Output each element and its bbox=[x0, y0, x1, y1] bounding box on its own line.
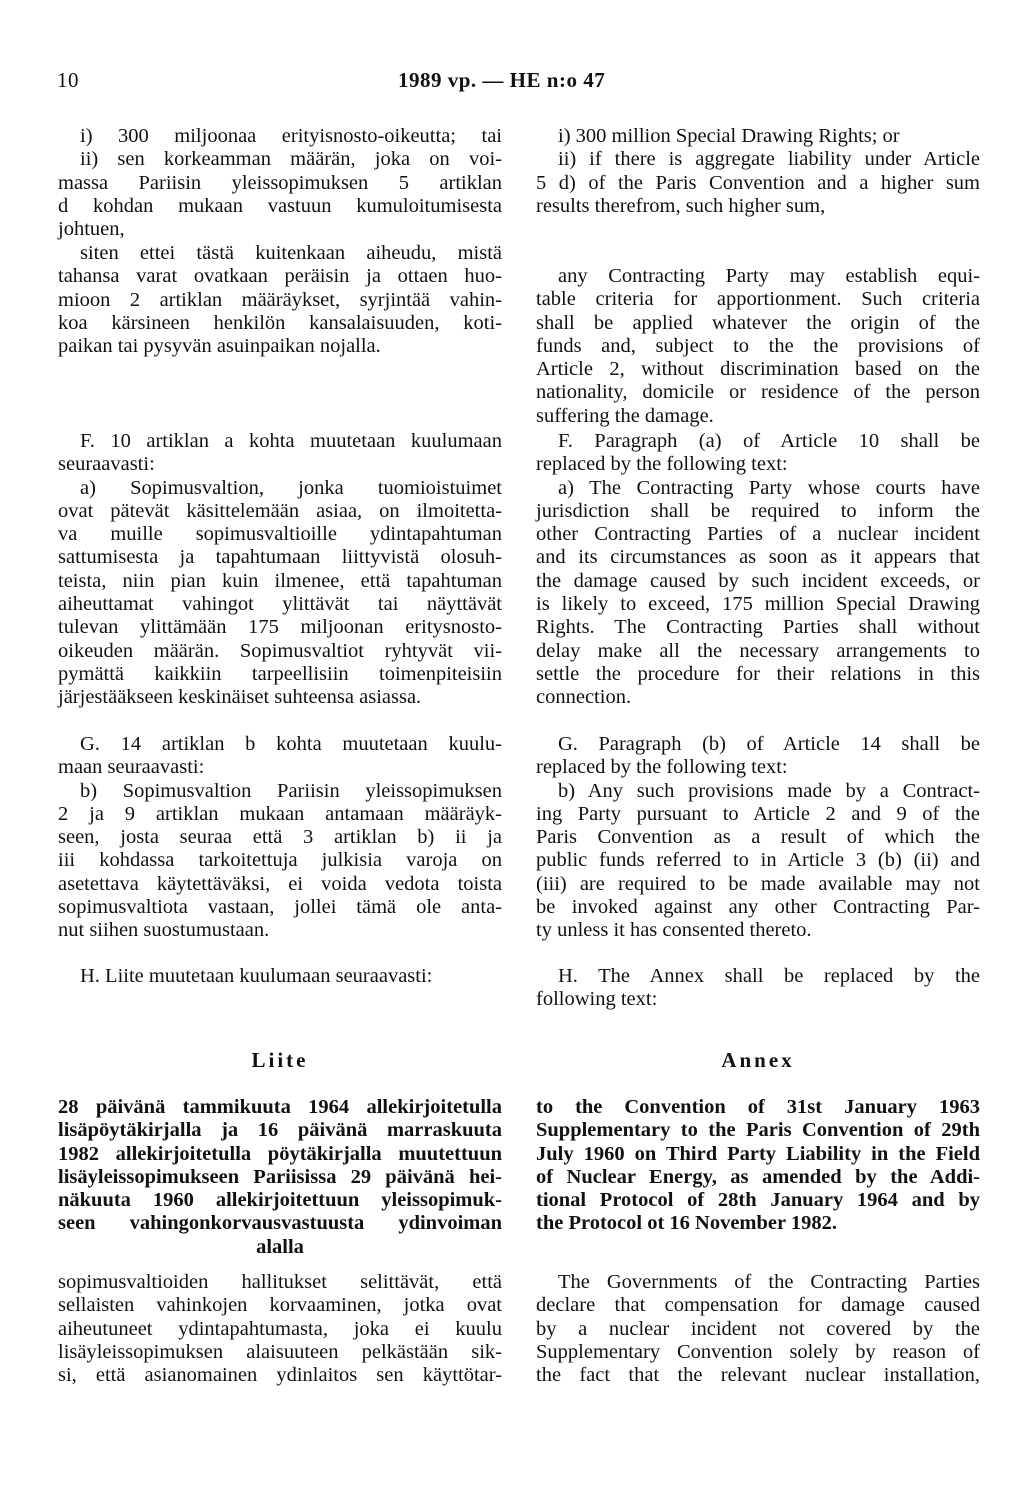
en-annex-line: by a nuclear incident not covered by the bbox=[536, 1317, 980, 1340]
fi-annex-heading-line: seen vahingonkorvausvastuusta ydinvoiman bbox=[58, 1212, 502, 1235]
en-f-line: a) The Contracting Party whose courts have bbox=[558, 476, 980, 499]
fi-annex-line: aiheutuneet ydintapahtumasta, joka ei kuulu bbox=[58, 1317, 502, 1340]
en-intro bbox=[536, 125, 980, 218]
en-g-line: public funds referred to in Article 3 (b) (ii) and bbox=[536, 849, 980, 872]
fi-annex-heading-line: lisäpöytäkirjalla ja 16 päivänä marraskuuta bbox=[58, 1119, 502, 1142]
en-f-lead-line: F. Paragraph (a) of Article 10 shall be bbox=[558, 430, 980, 452]
fi-p1-line: mioon 2 artiklan määräykset, syrjintää vahin- bbox=[58, 288, 502, 311]
en-g-line: b) Any such provisions made by a Contract- bbox=[558, 779, 980, 802]
en-p1-line: funds and, subject to the the provisions of bbox=[536, 334, 980, 357]
fi-section-f bbox=[58, 430, 502, 710]
en-f-lead-line: replaced by the following text: bbox=[536, 453, 788, 476]
en-g-line: Paris Convention as a result of which the bbox=[536, 826, 980, 849]
en-annex-title: Annex bbox=[721, 1048, 795, 1072]
fi-f-line: oikeuden määrän. Sopimusvaltiot ryhtyvät vii- bbox=[58, 639, 502, 662]
en-annex-heading-line: of Nuclear Energy, as amended by the Addi- bbox=[536, 1165, 980, 1188]
fi-annex-line: sellaisten vahinkojen korvaaminen, jotka ovat bbox=[58, 1294, 502, 1317]
fi-f-lead-line: seuraavasti: bbox=[58, 453, 155, 476]
fi-f-lead-line: F. 10 artiklan a kohta muutetaan kuulumaan bbox=[80, 430, 502, 452]
fi-intro-line: ii) sen korkeamman määrän, joka on voi- bbox=[80, 148, 502, 171]
en-f-line: settle the procedure for their relations in this bbox=[536, 662, 980, 685]
fi-f-line: pymättä kaikkiin tarpeellisiin toimenpiteisiin bbox=[58, 662, 502, 685]
fi-f-line: va muille sopimusvaltioille ydintapahtuman bbox=[58, 523, 502, 546]
fi-g-lead-line: G. 14 artiklan b kohta muutetaan kuulu- bbox=[80, 733, 502, 755]
en-annex-line: the fact that the relevant nuclear installation, bbox=[536, 1364, 980, 1387]
en-p1-line: table criteria for apportionment. Such criteria bbox=[536, 288, 980, 311]
fi-annex-line: si, että asianomainen ydinlaitos sen käyttötar- bbox=[58, 1364, 502, 1387]
fi-g-lead-line: maan seuraavasti: bbox=[58, 756, 205, 779]
en-annex-heading-line: the Protocol ot 16 November 1982. bbox=[536, 1212, 837, 1235]
fi-intro-line: johtuen, bbox=[58, 218, 125, 241]
fi-intro-line: i) 300 miljoonaa erityisnosto-oikeutta; tai bbox=[80, 125, 502, 147]
fi-intro-line: d kohdan mukaan vastuun kumuloitumisesta bbox=[58, 194, 502, 217]
en-f-line: connection. bbox=[536, 686, 632, 709]
en-section-g bbox=[536, 733, 980, 943]
fi-p1-line: tahansa varat ovatkaan peräisin ja ottaen huo- bbox=[58, 265, 502, 288]
fi-f-line: aiheuttamat vahingot ylittävät tai näyttävät bbox=[58, 593, 502, 616]
fi-g-line: nut siihen suostumustaan. bbox=[58, 919, 270, 942]
fi-annex-title: Liite bbox=[251, 1048, 309, 1072]
en-g-line: be invoked against any other Contracting Par- bbox=[536, 896, 980, 919]
en-section-h bbox=[536, 965, 980, 1012]
fi-annex-line: sopimusvaltioiden hallitukset selittävät, että bbox=[58, 1271, 502, 1293]
document-reference: 1989 vp. — HE n:o 47 bbox=[398, 68, 606, 92]
en-f-line: and its circumstances as soon as it appears that bbox=[536, 546, 980, 569]
en-annex-line: Supplementary Convention solely by reason of bbox=[536, 1340, 980, 1363]
fi-section-g bbox=[58, 733, 502, 943]
en-annex-line: declare that compensation for damage caused bbox=[536, 1294, 980, 1317]
en-annex-heading-line: July 1960 on Third Party Liability in the Field bbox=[536, 1142, 980, 1165]
fi-intro bbox=[58, 125, 502, 241]
fi-g-line: iii kohdassa tarkoitettuja julkisia varoja on bbox=[58, 849, 502, 872]
fi-section-h bbox=[58, 965, 502, 988]
fi-annex-heading-line: 28 päivänä tammikuuta 1964 allekirjoitetulla bbox=[58, 1096, 502, 1118]
en-annex-text bbox=[536, 1271, 980, 1387]
en-intro-line: results therefrom, such higher sum, bbox=[536, 194, 826, 217]
en-f-line: the damage caused by such incident exceeds, or bbox=[536, 569, 980, 592]
en-annex-heading bbox=[536, 1096, 980, 1236]
fi-h-line: H. Liite muutetaan kuulumaan seuraavasti: bbox=[80, 965, 433, 987]
fi-g-line: sopimusvaltiota vastaan, jollei tämä ole anta- bbox=[58, 896, 502, 919]
en-f-line: delay make all the necessary arrangements to bbox=[536, 639, 980, 662]
fi-intro-line: massa Pariisin yleissopimuksen 5 artiklan bbox=[58, 171, 502, 194]
en-intro-line: i) 300 million Special Drawing Rights; or bbox=[558, 125, 900, 147]
fi-f-line: teista, niin pian kuin ilmenee, että tapahtuman bbox=[58, 569, 502, 592]
fi-g-line: b) Sopimusvaltion Pariisin yleissopimuksen bbox=[80, 779, 502, 802]
fi-annex-heading-line: lisäyleissopimukseen Pariisissa 29 päivänä hei- bbox=[58, 1165, 502, 1188]
en-section-f bbox=[536, 430, 980, 710]
en-f-line: Rights. The Contracting Parties shall without bbox=[536, 616, 980, 639]
fi-annex-heading-line: näkuuta 1960 allekirjoitettuun yleissopimuk- bbox=[58, 1189, 502, 1212]
fi-f-line: sattumisesta ja tapahtumaan liittyvistä olosuh- bbox=[58, 546, 502, 569]
en-p1-line: nationality, domicile or residence of the person bbox=[536, 381, 980, 404]
en-annex-heading-line: Supplementary to the Paris Convention of 29th bbox=[536, 1119, 980, 1142]
fi-p1-line: paikan tai pysyvän asuinpaikan nojalla. bbox=[58, 335, 381, 358]
fi-annex-heading-line: 1982 allekirjoitetulla pöytäkirjalla muutettuun bbox=[58, 1142, 502, 1165]
en-intro-line: ii) if there is aggregate liability under Article bbox=[558, 148, 980, 171]
en-g-lead-line: G. Paragraph (b) of Article 14 shall be bbox=[558, 733, 980, 755]
en-g-lead-line: replaced by the following text: bbox=[536, 756, 788, 779]
page-number: 10 bbox=[57, 68, 79, 92]
en-p1-line: any Contracting Party may establish equi- bbox=[558, 265, 980, 287]
fi-g-line: seen, josta seuraa että 3 artiklan b) ii ja bbox=[58, 826, 502, 849]
fi-g-line: asetettava käytettäväksi, ei voida vedota toista bbox=[58, 872, 502, 895]
fi-g-line: 2 ja 9 artiklan mukaan antamaan määräyk- bbox=[58, 802, 502, 825]
fi-f-line: a) Sopimusvaltion, jonka tuomioistuimet bbox=[80, 476, 502, 499]
fi-annex-text bbox=[58, 1271, 502, 1387]
en-paragraph-1 bbox=[536, 265, 980, 428]
en-f-line: is likely to exceed, 175 million Special Drawing bbox=[536, 593, 980, 616]
fi-paragraph-1 bbox=[58, 242, 502, 358]
fi-annex-heading bbox=[58, 1096, 502, 1259]
en-p1-line: shall be applied whatever the origin of the bbox=[536, 311, 980, 334]
en-p1-line: suffering the damage. bbox=[536, 404, 714, 427]
fi-p1-line: siten ettei tästä kuitenkaan aiheudu, mistä bbox=[80, 242, 502, 264]
en-annex-heading-line: tional Protocol of 28th January 1964 and by bbox=[536, 1189, 980, 1212]
en-g-line: (iii) are required to be made available may not bbox=[536, 872, 980, 895]
en-g-line: ing Party pursuant to Article 2 and 9 of the bbox=[536, 802, 980, 825]
en-annex-heading-line: to the Convention of 31st January 1963 bbox=[536, 1096, 980, 1118]
fi-annex-heading-line: alalla bbox=[256, 1235, 304, 1258]
en-g-line: ty unless it has consented thereto. bbox=[536, 919, 812, 942]
en-h-line: H. The Annex shall be replaced by the bbox=[558, 965, 980, 987]
en-h-line: following text: bbox=[536, 988, 658, 1011]
fi-f-line: tulevan ylittämään 175 miljoonan eritysnosto- bbox=[58, 616, 502, 639]
en-f-line: other Contracting Parties of a nuclear incident bbox=[536, 523, 980, 546]
fi-annex-line: lisäyleissopimuksen alaisuuteen pelkästään sik- bbox=[58, 1340, 502, 1363]
en-p1-line: Article 2, without discrimination based on the bbox=[536, 358, 980, 381]
en-f-line: jurisdiction shall be required to inform the bbox=[536, 499, 980, 522]
fi-f-line: järjestääkseen keskinäiset suhteensa asiassa. bbox=[58, 686, 422, 709]
en-intro-line: 5 d) of the Paris Convention and a higher sum bbox=[536, 171, 980, 194]
fi-f-line: ovat pätevät käsittelemään asiaa, on ilmoitetta- bbox=[58, 499, 502, 522]
en-annex-line: The Governments of the Contracting Parties bbox=[558, 1271, 980, 1293]
fi-p1-line: koa kärsineen henkilön kansalaisuuden, koti- bbox=[58, 311, 502, 334]
